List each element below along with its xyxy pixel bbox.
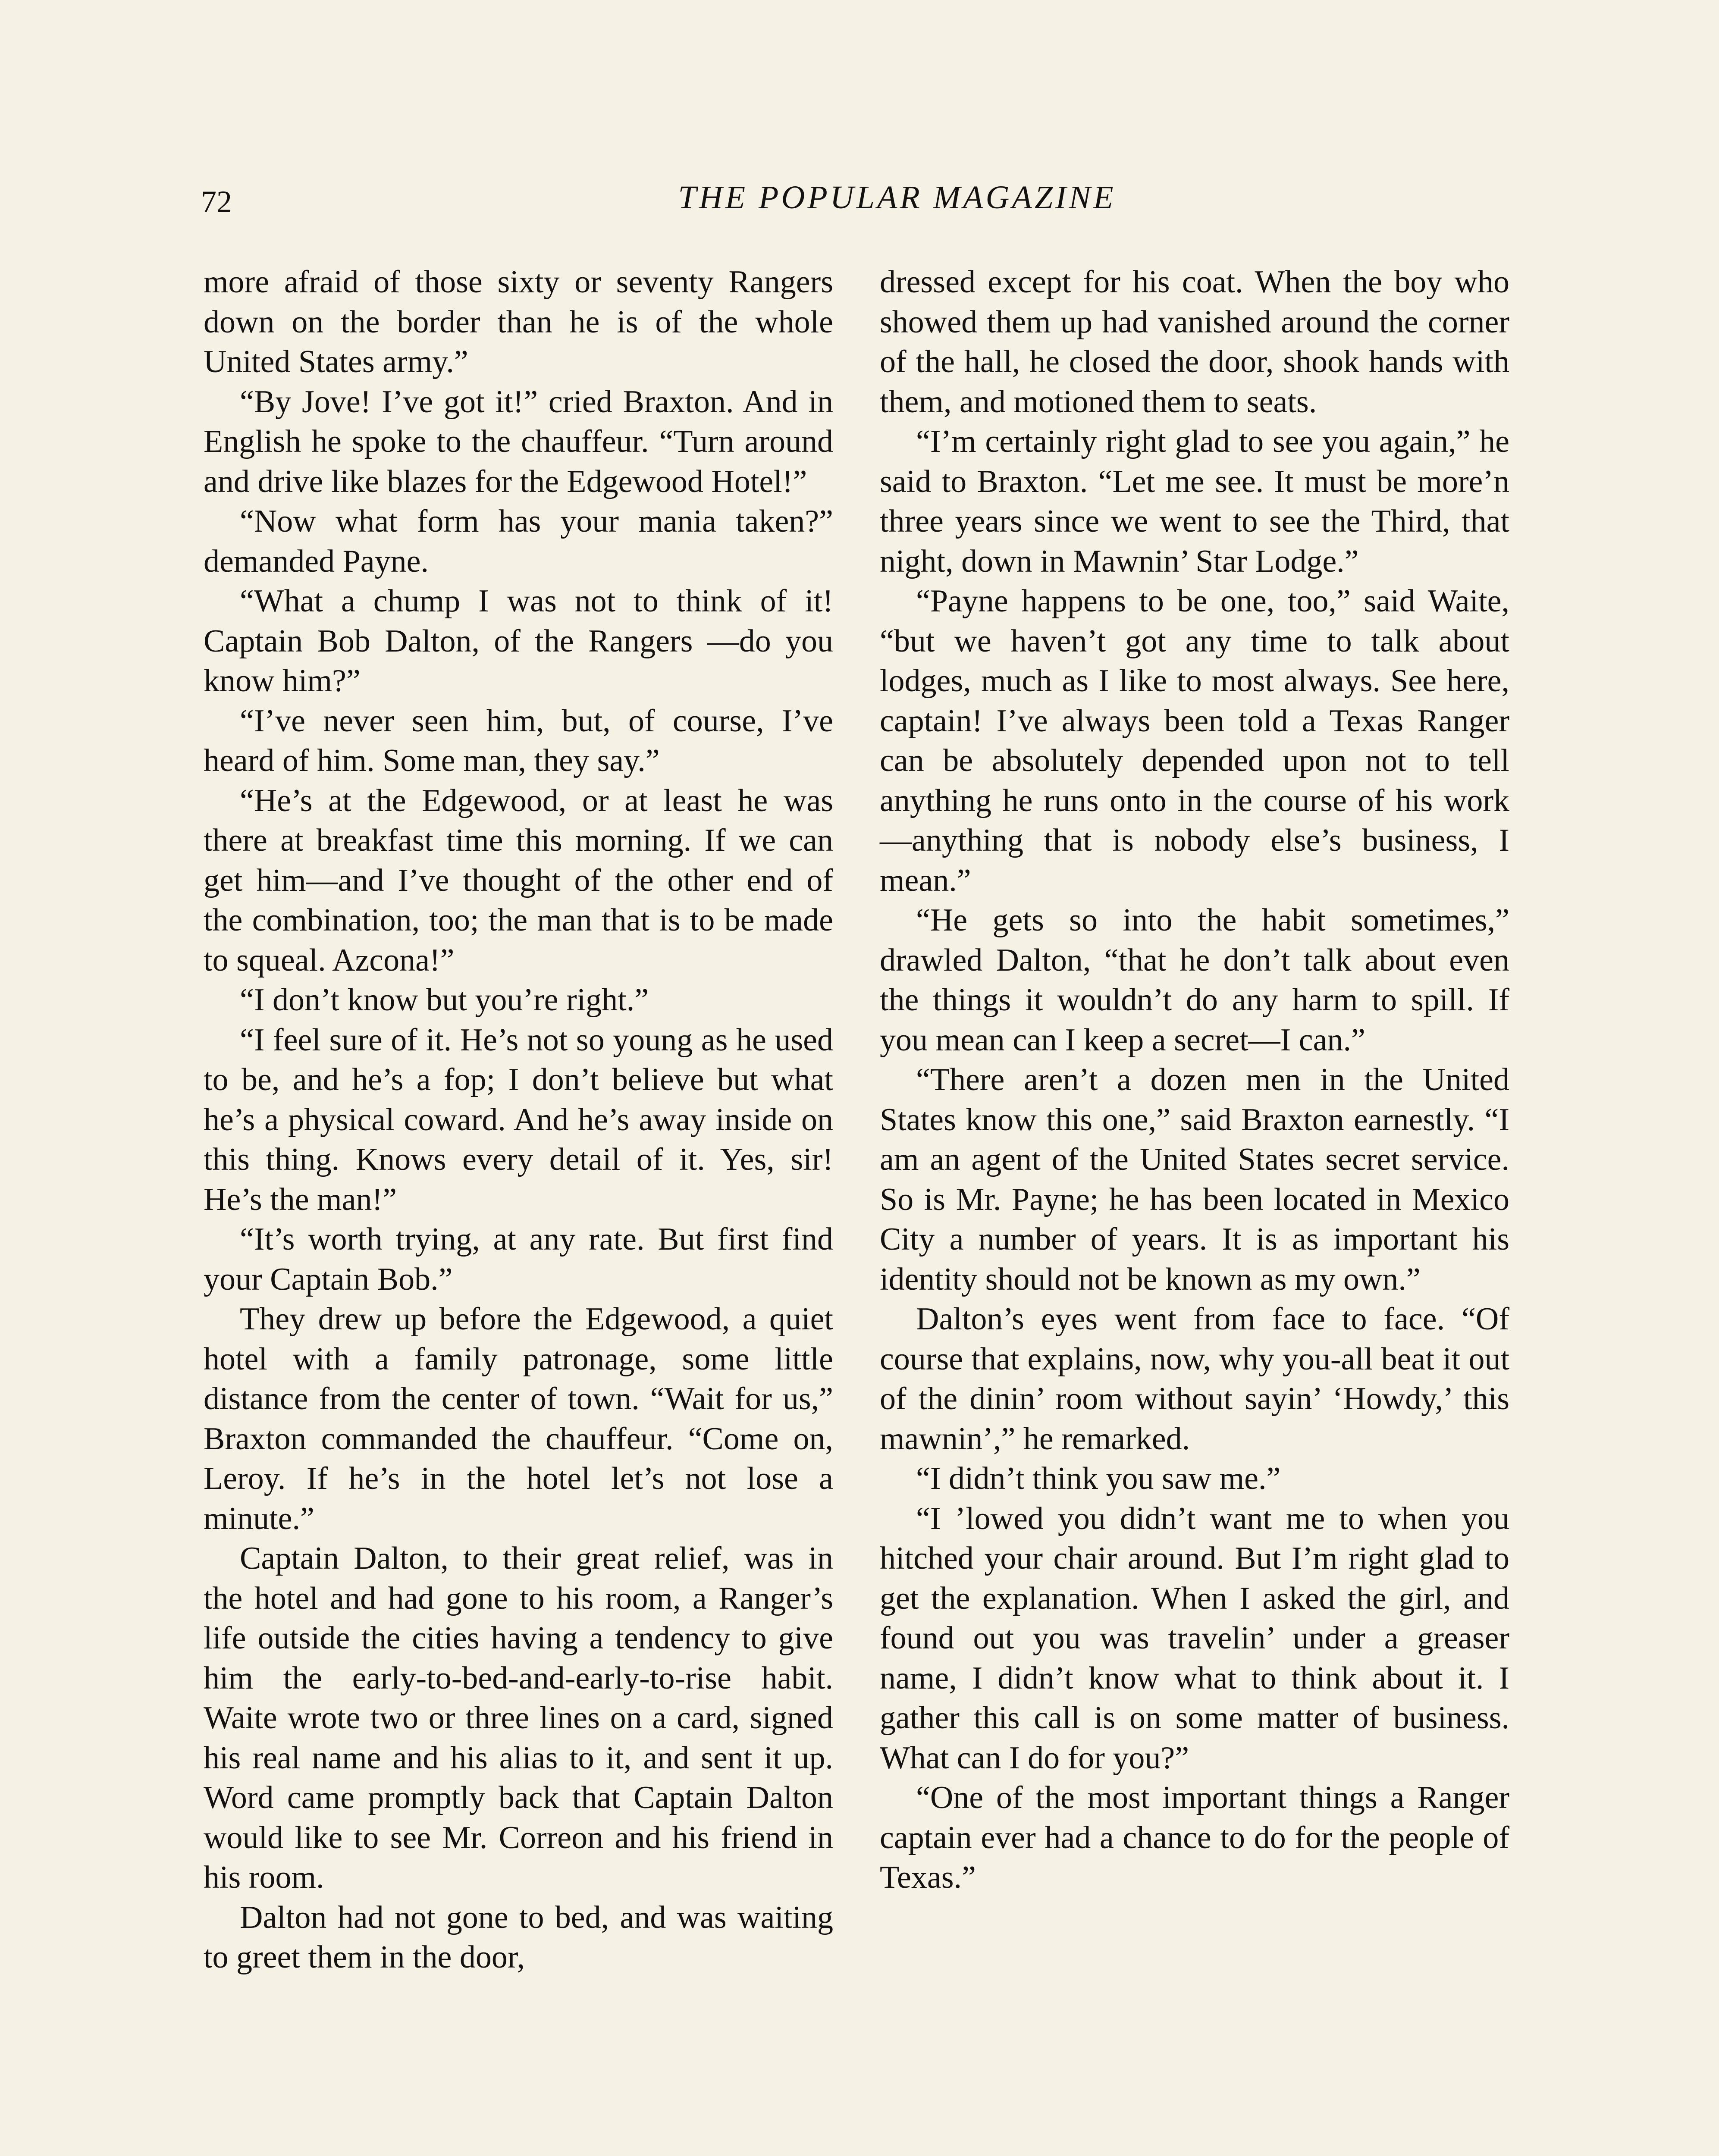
paragraph: “Now what form has your mania taken?” demanded Payne. bbox=[204, 504, 833, 579]
paragraph: “One of the most important things a Ranger captain ever had a chance to do for the people of Texas.” bbox=[880, 1780, 1509, 1895]
paragraph: Dalton had not gone to bed, and was waiting to greet them in the door, bbox=[204, 1899, 833, 1975]
paragraph: Captain Dalton, to their great relief, was in the hotel and had gone to his room, a Ranger’s life outside the cities having a tendency to give him the early-to-bed-and-early-to-rise habit. Waite wrote two or three lines on a card, signed his real name and his alias to it, and sent it up. Word came promptly back that Captain Dalton would like to see Mr. Correon and his friend in his room. bbox=[204, 1541, 833, 1895]
running-title: THE POPULAR MAGAZINE bbox=[678, 179, 1116, 216]
left-column bbox=[204, 262, 833, 1977]
paragraph: more afraid of those sixty or seventy Rangers down on the border than he is of the whole United States army.” bbox=[204, 264, 833, 379]
paragraph: “Payne happens to be one, too,” said Waite, “but we haven’t got any time to talk about lodges, much as I like to most always. See here, captain! I’ve always been told a Texas Ranger can be absolutely depended upon not to tell anything he runs onto in the course of his work—anything that is nobody else’s business, I mean.” bbox=[880, 583, 1509, 898]
paragraph: “I’m certainly right glad to see you again,” he said to Braxton. “Let me see. It must be more’n three years since we went to see the Third, that night, down in Mawnin’ Star Lodge.” bbox=[880, 424, 1509, 579]
page-number: 72 bbox=[201, 185, 232, 219]
paragraph: “I don’t know but you’re right.” bbox=[240, 982, 649, 1018]
paragraph: “He gets so into the habit sometimes,” drawled Dalton, “that he don’t talk about even the things it wouldn’t do any harm to spill. If you mean can I keep a secret—I can.” bbox=[880, 903, 1509, 1058]
paragraph: “I didn’t think you saw me.” bbox=[916, 1461, 1281, 1496]
paragraph: “By Jove! I’ve got it!” cried Braxton. And in English he spoke to the chauffeur. “Turn around and drive like blazes for the Edgewood Hotel!” bbox=[204, 384, 833, 499]
paragraph: “I feel sure of it. He’s not so young as he used to be, and he’s a fop; I don’t believe but what he’s a physical coward. And he’s away inside on this thing. Knows every detail of it. Yes, sir! He’s the man!” bbox=[204, 1022, 833, 1217]
paragraph: “He’s at the Edgewood, or at least he was there at breakfast time this morning. If we can get him—and I’ve thought of the other end of the combination, too; the man that is to be made to squeal. Azcona!” bbox=[204, 783, 833, 978]
right-column bbox=[880, 262, 1509, 1898]
paragraph: “I ’lowed you didn’t want me to when you hitched your chair around. But I’m right glad to get the explanation. When I asked the girl, and found out you was travelin’ under a greaser name, I didn’t know what to think about it. I gather this call is on some matter of business. What can I do for you?” bbox=[880, 1501, 1509, 1776]
paragraph: They drew up before the Edgewood, a quiet hotel with a family patronage, some little distance from the center of town. “Wait for us,” Braxton commanded the chauffeur. “Come on, Leroy. If he’s in the hotel let’s not lose a minute.” bbox=[204, 1301, 833, 1536]
paragraph: “I’ve never seen him, but, of course, I’ve heard of him. Some man, they say.” bbox=[204, 703, 833, 778]
paragraph: “What a chump I was not to think of it! Captain Bob Dalton, of the Rangers —do you know him?” bbox=[204, 583, 833, 699]
paragraph: “There aren’t a dozen men in the United States know this one,” said Braxton earnestly. “I am an agent of the United States secret service. So is Mr. Payne; he has been located in Mexico City a number of years. It is as important his identity should not be known as my own.” bbox=[880, 1062, 1509, 1297]
paragraph: “It’s worth trying, at any rate. But first find your Captain Bob.” bbox=[204, 1222, 833, 1297]
paragraph: Dalton’s eyes went from face to face. “Of course that explains, now, why you-all beat it out of the dinin’ room without sayin’ ‘Howdy,’ this mawnin’,” he remarked. bbox=[880, 1301, 1509, 1457]
paragraph: dressed except for his coat. When the boy who showed them up had vanished around the corner of the hall, he closed the door, shook hands with them, and motioned them to seats. bbox=[880, 264, 1509, 420]
